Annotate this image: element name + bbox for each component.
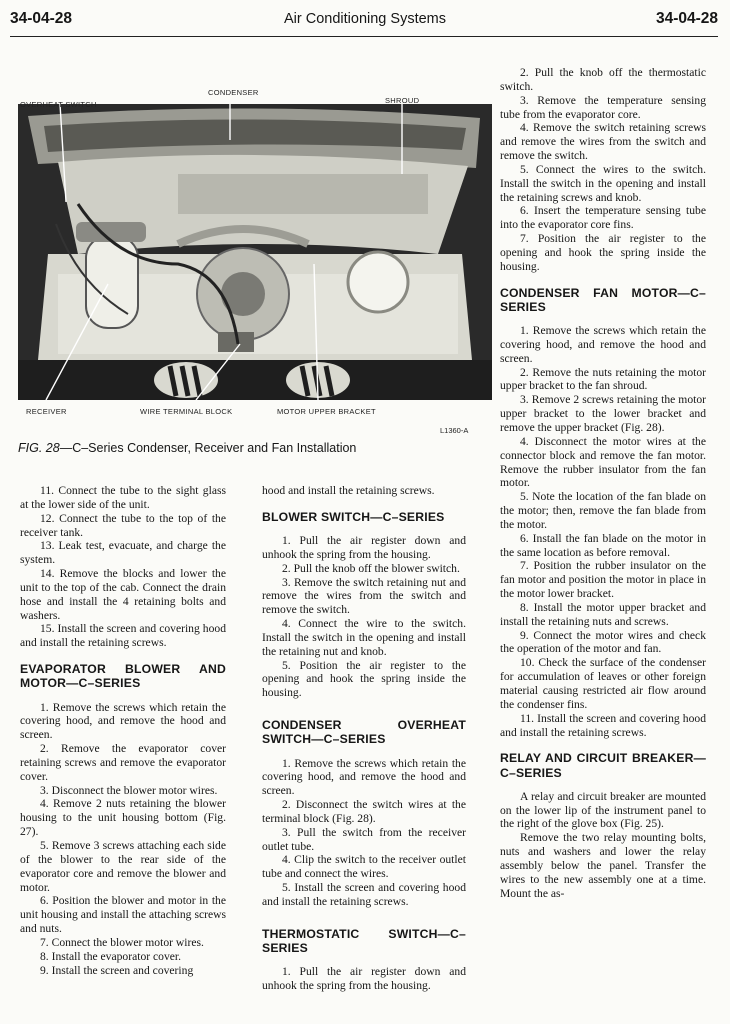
paragraph: 1. Pull the air register down and unhook the spring from the housing. <box>262 965 466 993</box>
paragraph: 6. Install the fan blade on the motor in the same location as before removal. <box>500 531 706 559</box>
paragraph: 6. Insert the temperature sensing tube into the evaporator core fins. <box>500 204 706 232</box>
paragraph: 1. Remove the screws which retain the covering hood, and remove the hood and screen. <box>20 700 226 742</box>
paragraph: 6. Position the blower and motor in the unit housing and install the attaching screws and nuts. <box>20 894 226 936</box>
section-heading-condenser-overheat-switch: CONDENSER OVERHEAT SWITCH—C–SERIES <box>262 718 466 747</box>
paragraph: 9. Install the screen and covering <box>40 963 194 977</box>
paragraph: 3. Disconnect the blower motor wires. <box>40 783 218 797</box>
section-heading-thermostatic-switch: THERMOSTATIC SWITCH—C–SERIES <box>262 926 466 956</box>
paragraph: 2. Remove the nuts retaining the motor upper bracket to the fan shroud. <box>500 365 706 393</box>
paragraph: 15. Install the screen and covering hood and install the retaining screws. <box>20 622 226 650</box>
paragraph: 7. Position the rubber insulator on the fan motor and position the motor in place in the motor lower bracket. <box>500 559 706 601</box>
paragraph: 4. Clip the switch to the receiver outlet tube and connect the wires. <box>262 853 466 881</box>
label-shroud: SHROUD <box>385 96 420 105</box>
section-heading-relay-circuit-breaker: RELAY AND CIRCUIT BREAKER—C–SERIES <box>500 751 706 780</box>
paragraph: 7. Position the air register to the opening and hook the spring inside the housing. <box>500 232 706 273</box>
label-condenser: CONDENSER <box>208 88 259 97</box>
paragraph: 14. Remove the blocks and lower the unit to the top of the cab. Connect the drain hose and install the 4 retaining bolts and washers. <box>20 567 226 622</box>
caption-fig-number: FIG. 28 <box>18 441 60 455</box>
paragraph: 8. Install the motor upper bracket and install the retaining nuts and screws. <box>500 600 706 628</box>
paragraph: 2. Pull the knob off the blower switch. <box>282 561 460 575</box>
paragraph: 4. Remove 2 nuts retaining the blower housing to the unit housing bottom (Fig. 27). <box>20 797 226 839</box>
section-heading-condenser-fan-motor: CONDENSER FAN MOTOR—C–SERIES <box>500 285 706 314</box>
page-number-right: 34-04-28 <box>655 10 718 27</box>
column-1 <box>20 484 226 977</box>
paragraph: Remove the two relay mounting bolts, nuts and washers and lower the relay assembly below the panel. Transfer the wires to the new assembly one at a time. Mount the as- <box>500 831 706 900</box>
paragraph: 8. Install the evaporator cover. <box>40 949 182 963</box>
page-header <box>0 8 730 34</box>
paragraph: 4. Connect the wire to the switch. Install the switch in the opening and install the retaining nut and knob. <box>262 617 466 658</box>
paragraph: 11. Install the screen and covering hood and install the retaining screws. <box>500 711 706 739</box>
figure-28 <box>18 84 494 450</box>
paragraph: 9. Connect the motor wires and check the operation of the motor and fan. <box>500 628 706 656</box>
photo-illustration <box>18 104 492 400</box>
paragraph: A relay and circuit breaker are mounted on the lower lip of the instrument panel to the right of the glove box (Fig. 25). <box>500 789 706 831</box>
paragraph: 3. Remove 2 screws retaining the motor upper bracket to the lower bracket and remove the upper bracket (Fig. 28). <box>500 393 706 434</box>
paragraph: 4. Remove the switch retaining screws and remove the wires from the switch and remove the switch. <box>500 121 706 163</box>
paragraph: hood and install the retaining screws. <box>262 484 435 497</box>
paragraph: 12. Connect the tube to the top of the receiver tank. <box>20 511 226 539</box>
paragraph: 5. Remove 3 screws attaching each side of the blower to the rear side of the evaporator core and remove the blower and motor. <box>20 838 226 894</box>
paragraph: 4. Disconnect the motor wires at the connector block and remove the fan motor. Remove the rubber insulator from the fan motor. <box>500 434 706 490</box>
label-receiver: RECEIVER <box>26 407 67 416</box>
paragraph: 11. Connect the tube to the sight glass at the lower side of the unit. <box>20 484 226 511</box>
paragraph: 1. Remove the screws which retain the covering hood, and remove the hood and screen. <box>500 324 706 365</box>
paragraph: 1. Remove the screws which retain the covering hood, and remove the hood and screen. <box>262 756 466 798</box>
paragraph: 2. Pull the knob off the thermostatic switch. <box>500 66 706 93</box>
paragraph: 5. Position the air register to the opening and hook the spring inside the housing. <box>262 658 466 700</box>
paragraph: 10. Check the surface of the condenser for accumulation of leaves or other foreign material causing restricted air flow around the condenser fins. <box>500 656 706 711</box>
label-motor-upper-bracket: MOTOR UPPER BRACKET <box>277 407 376 416</box>
label-overheat-switch: OVERHEAT SWITCH <box>20 100 97 109</box>
paragraph: 13. Leak test, evacuate, and charge the system. <box>20 539 226 567</box>
paragraph: 5. Note the location of the fan blade on the motor; then, remove the fan blade from the motor. <box>500 490 706 531</box>
paragraph: 3. Remove the switch retaining nut and remove the wires from the switch and remove the switch. <box>262 575 466 617</box>
paragraph: 3. Remove the temperature sensing tube from the evaporator core. <box>500 93 706 121</box>
running-title: Air Conditioning Systems <box>284 11 446 27</box>
paragraph: 3. Pull the switch from the receiver outlet tube. <box>262 825 466 853</box>
page-number-left: 34-04-28 <box>10 10 73 27</box>
figure-id: L1360-A <box>440 426 469 435</box>
caption-text: —C–Series Condenser, Receiver and Fan Installation <box>59 441 357 455</box>
column-3 <box>500 66 706 901</box>
paragraph: 5. Install the screen and covering hood and install the retaining screws. <box>262 881 466 909</box>
figure-caption <box>18 441 498 455</box>
header-rule <box>10 36 718 37</box>
label-wire-terminal-block: WIRE TERMINAL BLOCK <box>140 407 233 416</box>
paragraph: 1. Pull the air register down and unhook the spring from the housing. <box>262 534 466 561</box>
section-heading-blower-switch: BLOWER SWITCH—C–SERIES <box>262 509 445 524</box>
column-2 <box>262 484 466 993</box>
paragraph: 2. Disconnect the switch wires at the terminal block (Fig. 28). <box>262 798 466 825</box>
paragraph: 2. Remove the evaporator cover retaining screws and remove the evaporator cover. <box>20 742 226 783</box>
paragraph: 5. Connect the wires to the switch. Install the switch in the opening and install the retaining screws and knob. <box>500 162 706 204</box>
section-heading-evaporator-blower: EVAPORATOR BLOWER AND MOTOR—C–SERIES <box>20 662 226 691</box>
paragraph: 7. Connect the blower motor wires. <box>40 935 204 949</box>
condenser-installation-photo <box>18 104 492 400</box>
